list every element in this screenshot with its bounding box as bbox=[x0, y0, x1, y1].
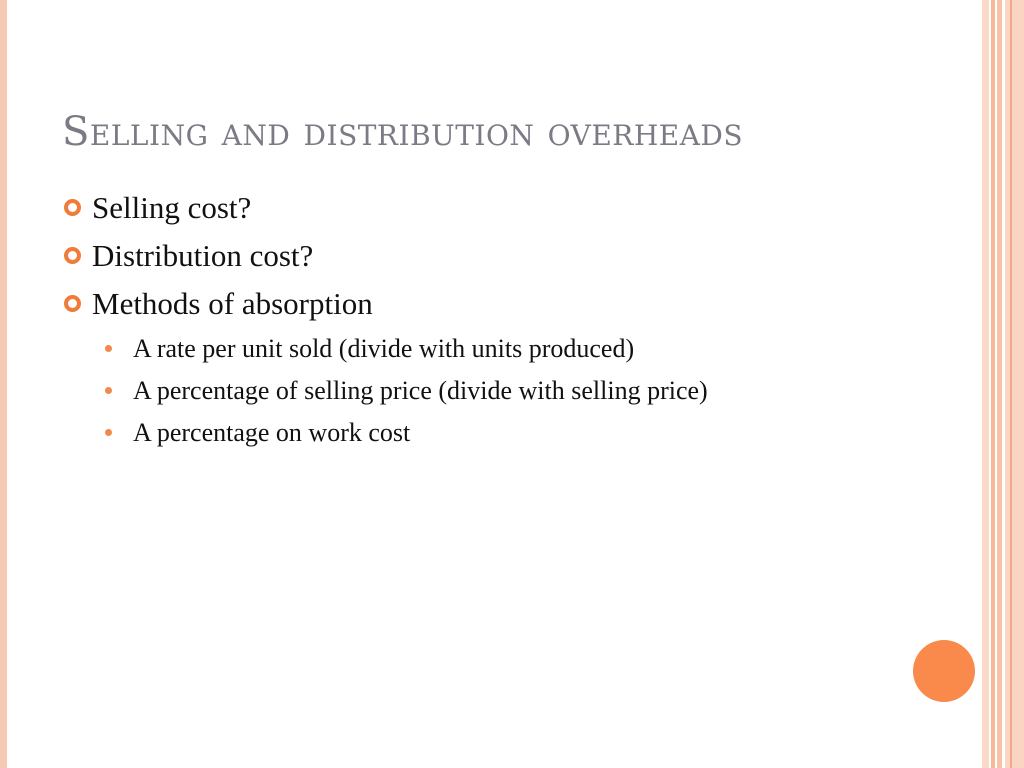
bullet-list bbox=[62, 184, 842, 452]
bullet-text: Selling cost? bbox=[92, 190, 252, 225]
bullet-item bbox=[62, 184, 842, 232]
decorative-orange-circle bbox=[913, 640, 975, 702]
slide-title: Selling and distribution overheads bbox=[62, 109, 744, 155]
left-border-stripe bbox=[0, 0, 7, 768]
dot-bullet-icon bbox=[105, 345, 112, 352]
dot-bullet-icon bbox=[105, 387, 112, 394]
sub-bullet-item bbox=[103, 372, 842, 410]
bullet-text: Methods of absorption bbox=[92, 286, 373, 321]
bullet-text: Distribution cost? bbox=[92, 238, 314, 273]
ring-bullet-icon bbox=[64, 247, 81, 264]
sub-bullet-item bbox=[103, 330, 842, 368]
sub-bullet-item bbox=[103, 414, 842, 452]
ring-bullet-icon bbox=[64, 295, 81, 312]
dot-bullet-icon bbox=[105, 429, 112, 436]
sub-bullet-text: A percentage on work cost bbox=[133, 418, 411, 447]
sub-bullet-text: A rate per unit sold (divide with units produced) bbox=[133, 334, 635, 363]
bullet-item bbox=[62, 280, 842, 328]
ring-bullet-icon bbox=[64, 199, 81, 216]
sub-bullet-text: A percentage of selling price (divide with selling price) bbox=[133, 376, 708, 405]
bullet-item bbox=[62, 232, 842, 280]
